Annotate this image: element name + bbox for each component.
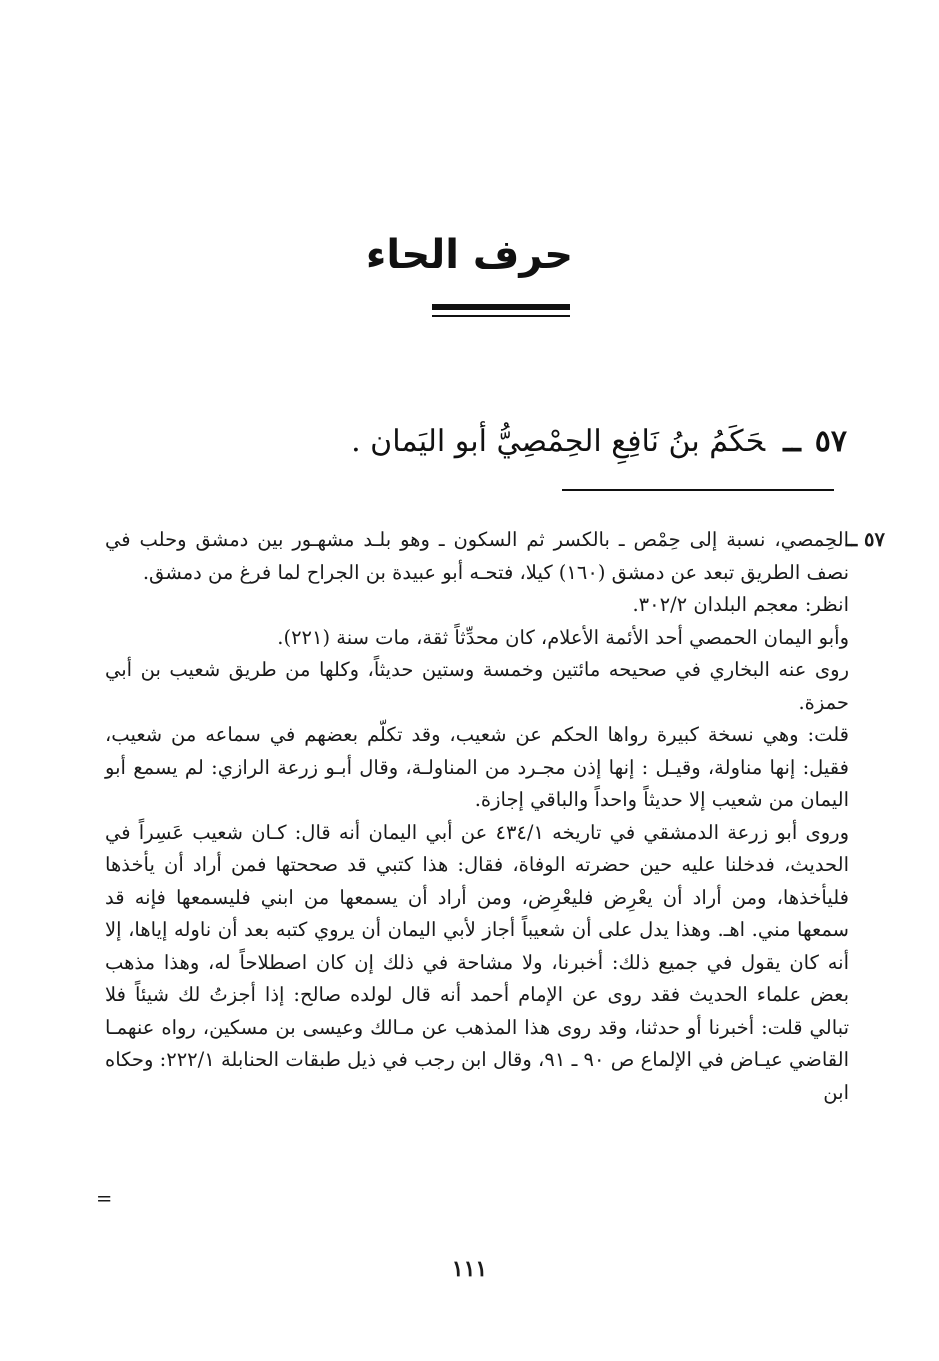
continuation-mark: = (96, 1187, 113, 1210)
footnote-body (105, 524, 849, 1109)
footnote-number: ٥٧ ــ (845, 528, 885, 551)
page-number: ١١١ (451, 1256, 488, 1282)
entry-number: ٥٧ (814, 424, 847, 459)
chapter-title: حرف الحاء (365, 232, 574, 278)
footnote-paragraph: انظر: معجم البلدان ٣٠٢/٢. (632, 593, 849, 616)
footnote-paragraph: روى عنه البخاري في صحيحه مائتين وخمسة وستين حديثاً، وكلها من طريق شعيب بن أبي حمزة. (105, 658, 849, 714)
title-rule-thin (432, 315, 570, 317)
entry-heading (247, 420, 847, 464)
footnote-paragraph: وأبو اليمان الحمصي أحد الأئمة الأعلام، كان محدِّثاً ثقة، مات سنة (٢٢١). (277, 625, 849, 649)
footnote-separator (562, 489, 834, 491)
title-rule-thick (432, 304, 570, 310)
footnote-paragraph: الحِمصي، نسبة إلى حِمْص ـ بالكسر ثم السكون ـ وهو بلـد مشهـور بين دمشق وحلب في نصف الطريق تبعد عن دمشق (١٦٠) كيلا، فتحـه أبو عبيدة بن الجراح لما فرغ من دمشق. (105, 528, 849, 584)
entry-name: حَكَمُ بنُ نَافِعِ الحِمْصِيُّ أبو اليَمان . (351, 424, 766, 459)
entry-dash: ــ (783, 424, 801, 459)
footnote-paragraph: قلت: وهي نسخة كبيرة رواها الحكم عن شعيب، وقد تكلّم بعضهم في سماعه من شعيب، فقيل: إنها مناولة، وقيـل : إنها إذن مجـرد من المناولـة، وقال أبـو زرعة الرازي: لم يسمع أبو اليمان من شعيب إلا حديثاً واحداً والباقي إجازة. (105, 723, 849, 811)
footnote-paragraph: وروى أبو زرعة الدمشقي في تاريخه ٤٣٤/١ عن أبي اليمان أنه قال: كـان شعيب عَسِراً في الحديث، فدخلنا عليه حين حضرته الوفاة، فقال: هذا كتبي قد صححتها فمن أراد أن يأخذها فليأخذها، ومن أراد أن يعْرِض فليعْرِض، ومن أراد أن يسمعها من ابني فليسمعها فإنه قد سمعها مني. اهـ. وهذا يدل على أن شعيباً أجاز لأبي اليمان أن يروي كتبه بعد أن ناوله إياها، إلا أنه كان يقول في جميع ذلك: أخبرنا، ولا مشاحة في ذلك إن كان اصطلاحاً له، وهذا مذهب بعض علماء الحديث فقد روى عن الإمام أحمد أنه قال لولده صالح: إذا أجزتُ لك شيئاً فلا تبالي قلت: أخبرنا أو حدثنا، وقد روى هذا المذهب عن مـالك وعيسى بن مسكين، رواه عنهمـا القاضي عيـاض في الإلماع ص ٩٠ ـ ٩١، وقال ابن رجب في ذيل طبقات الحنابلة ٢٢٢/١: وحكاه ابن (105, 820, 849, 1104)
